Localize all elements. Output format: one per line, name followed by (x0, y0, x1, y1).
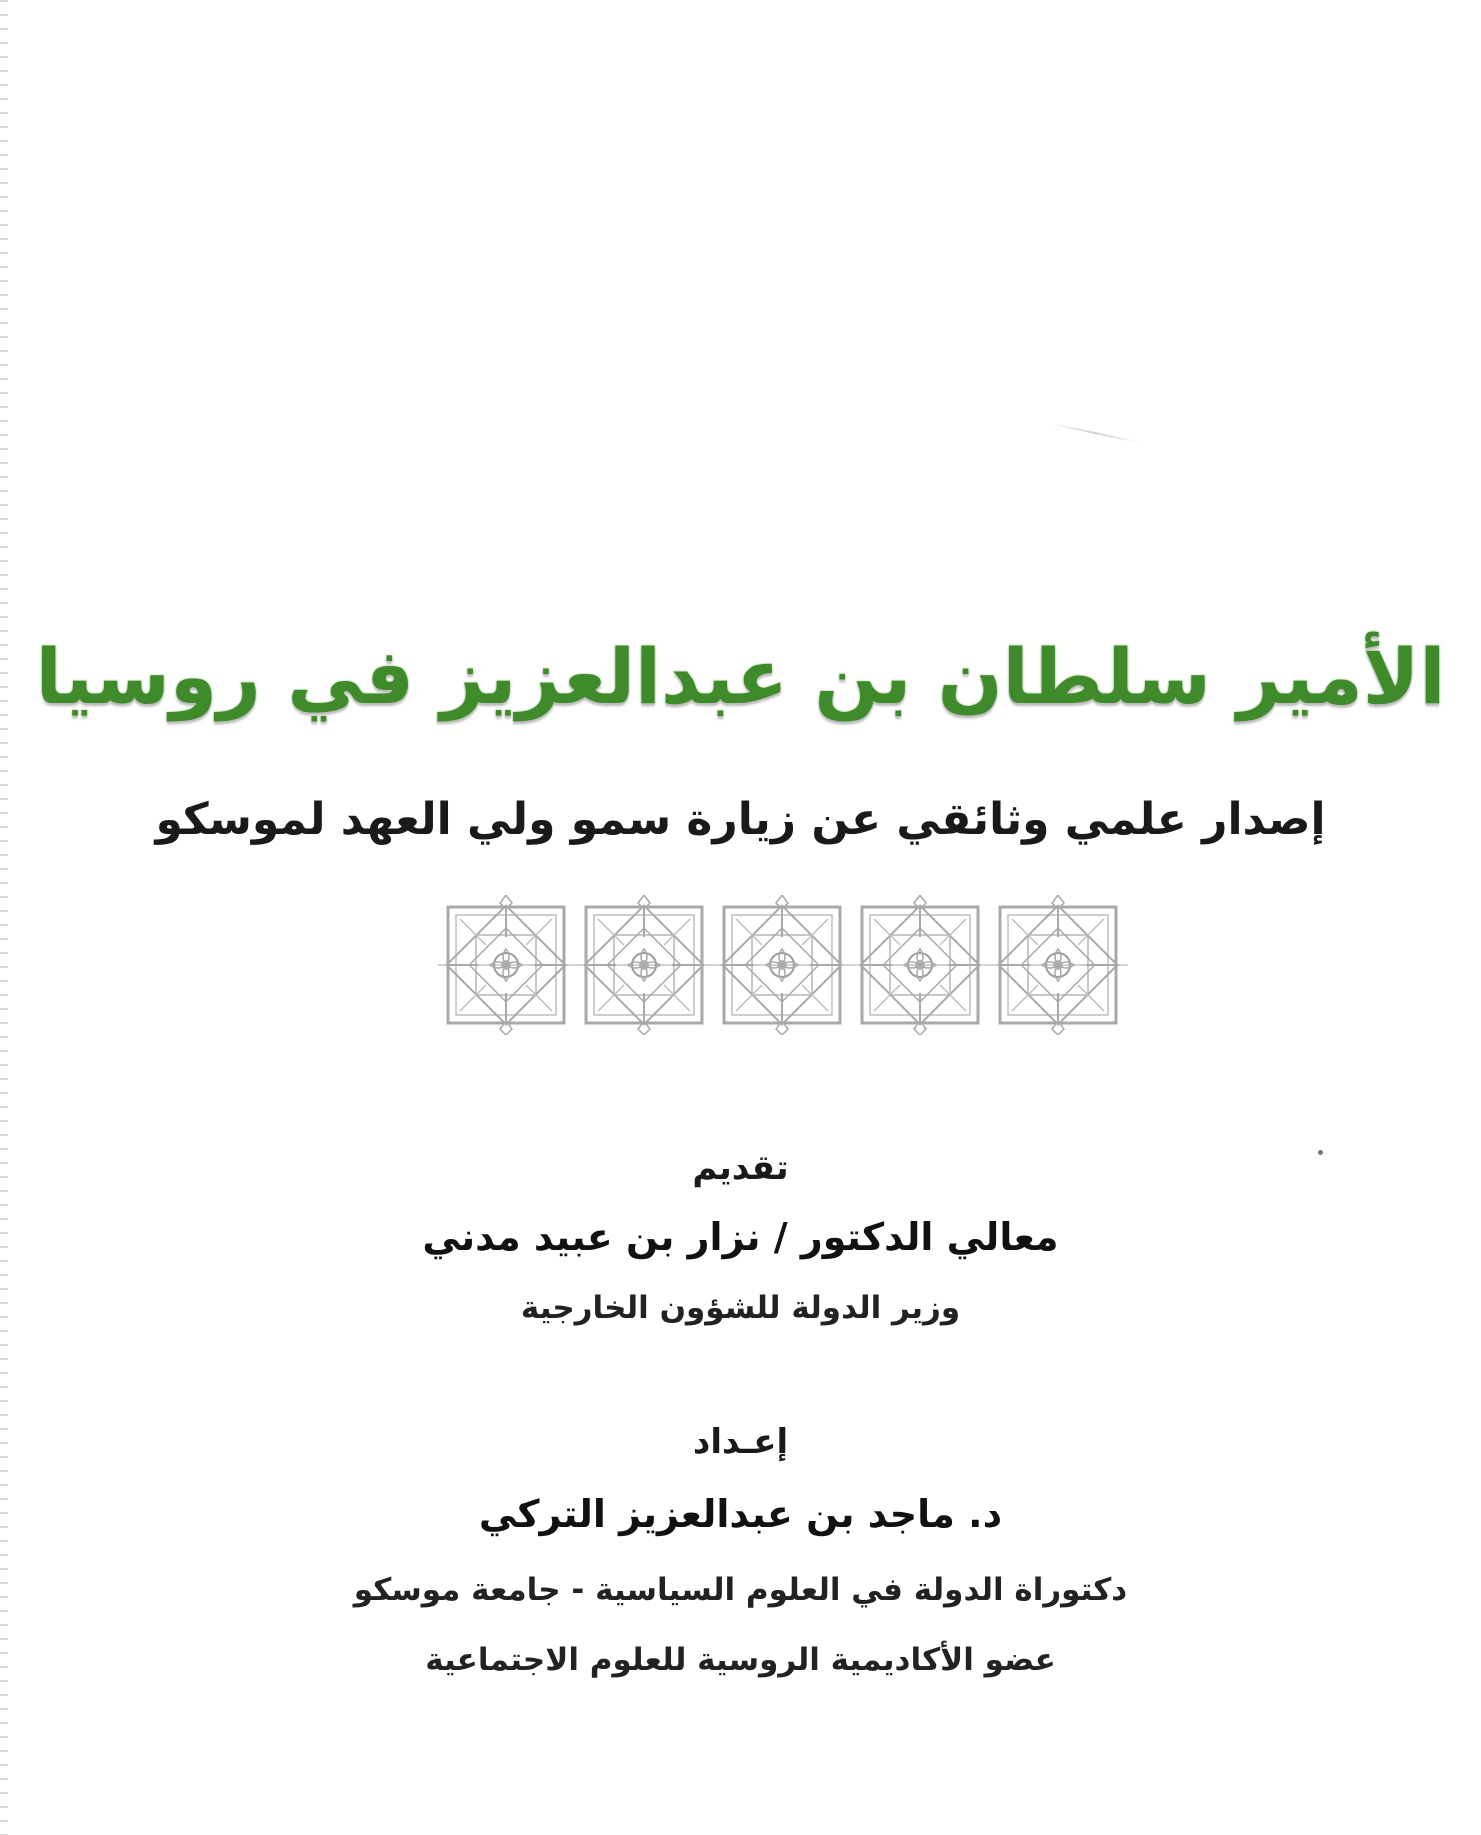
author-role-1: دكتوراة الدولة في العلوم السياسية - جامعة موسكو (353, 1572, 1128, 1608)
author-role-2: عضو الأكاديمية الروسية للعلوم الاجتماعية (425, 1642, 1056, 1678)
foreword-name: معالي الدكتور / نزار بن عبيد مدني (422, 1215, 1059, 1259)
prepared-by-label: إعـداد (692, 1422, 789, 1462)
book-title: الأمير سلطان بن عبدالعزيز في روسيا (35, 632, 1446, 721)
islamic-geometric-pattern-icon (438, 895, 1128, 1035)
author-name: د. ماجد بن عبدالعزيز التركي (478, 1492, 1003, 1536)
paper-speck (1318, 1150, 1323, 1155)
paper-scratch (1051, 423, 1139, 444)
binding-perforation (0, 0, 8, 1835)
foreword-label: تقديم (692, 1148, 789, 1188)
foreword-role: وزير الدولة للشؤون الخارجية (520, 1290, 961, 1326)
book-subtitle: إصدار علمي وثائقي عن زيارة سمو ولي العهد لموسكو (155, 794, 1326, 845)
